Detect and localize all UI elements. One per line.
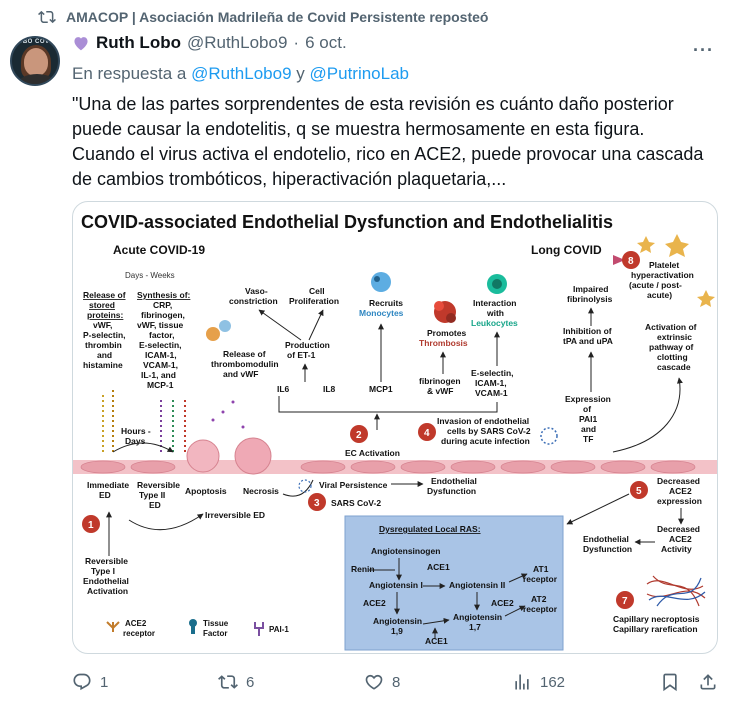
release-line: Release of xyxy=(83,290,126,300)
legend-pai1: PAI-1 xyxy=(269,625,289,634)
fibrinogen-line: fibrinogen xyxy=(419,376,461,386)
viral-persistence-label: Viral Persistence xyxy=(319,480,388,490)
synthesis-line: E-selectin, xyxy=(139,340,182,350)
reversible1-line: Reversible xyxy=(85,556,128,566)
acute-label: Acute COVID-19 xyxy=(113,243,206,257)
tweet-text-line: Cuando el virus activa el endotelio, rico en ACE2, puede provocar una cascada xyxy=(72,144,704,164)
ace1-top-label: ACE1 xyxy=(427,562,450,572)
ace2-left-label: ACE2 xyxy=(363,598,386,608)
et1-line: of ET-1 xyxy=(287,350,316,360)
release-line: and xyxy=(97,350,113,360)
bookmark-icon xyxy=(660,672,680,692)
release-line: histamine xyxy=(83,360,123,370)
legend-ace2-line: ACE2 xyxy=(125,619,147,628)
decreased-ace2-line: Decreased xyxy=(657,476,701,486)
repost-count: 6 xyxy=(246,673,255,691)
expression-line: Expression xyxy=(565,394,611,404)
svg-text:4: 4 xyxy=(424,428,430,439)
expression-line: of xyxy=(583,404,592,414)
synthesis-line: MCP-1 xyxy=(147,380,174,390)
like-count: 8 xyxy=(392,673,401,691)
reversible2-line: Reversible xyxy=(137,480,180,490)
reversible1-line: Endothelial xyxy=(83,576,129,586)
svg-text:1: 1 xyxy=(88,520,94,531)
svg-text:7: 7 xyxy=(622,596,628,607)
invasion-line: cells by SARS CoV-2 xyxy=(447,426,531,436)
legend-ace2-line: receptor xyxy=(123,629,156,638)
reply-handle-2[interactable]: @PutrinoLab xyxy=(309,64,410,83)
leukocytes-label: Leukocytes xyxy=(471,318,518,328)
immediate-line: ED xyxy=(99,490,111,500)
repost-indicator[interactable] xyxy=(38,8,488,26)
tweet-header xyxy=(72,33,347,53)
ang19-line: Angiotensin xyxy=(373,616,423,626)
expression-line: and xyxy=(581,424,597,434)
days-weeks-label: Days - Weeks xyxy=(125,271,175,280)
il8-label: IL8 xyxy=(323,384,336,394)
capillary-line: Capillary necroptosis xyxy=(613,614,700,624)
tweet-text-line: puede causar la endotelitis, q se muestra hermosamente en esta figura. xyxy=(72,119,645,139)
svg-text:8: 8 xyxy=(628,256,634,267)
reversible2-line: ED xyxy=(149,500,161,510)
platelet-line: Platelet xyxy=(649,260,680,270)
reversible1-line: Activation xyxy=(87,586,129,596)
capillary-line: Capillary rarefication xyxy=(613,624,698,634)
synthesis-line: IL-1, and xyxy=(141,370,176,380)
at1-line: receptor xyxy=(523,574,558,584)
ang17-line: Angiotensin xyxy=(453,612,503,622)
ec-activation-label: EC Activation xyxy=(345,448,400,458)
promotes-label: Promotes xyxy=(427,328,467,338)
synthesis-line: ICAM-1, xyxy=(145,350,177,360)
release-line: proteins: xyxy=(87,310,124,320)
reply-joiner: y xyxy=(296,64,305,83)
svg-text:5: 5 xyxy=(636,486,642,497)
share-button[interactable] xyxy=(698,672,718,692)
activation-line: cascade xyxy=(657,362,691,372)
eselectin-line: E-selectin, xyxy=(471,368,514,378)
angiotensinogen-label: Angiotensinogen xyxy=(371,546,441,556)
impaired-line: Impaired xyxy=(573,284,609,294)
invasion-line: Invasion of endothelial xyxy=(437,416,530,426)
interaction-line: Interaction xyxy=(473,298,517,308)
ang17-line: 1,7 xyxy=(469,622,481,632)
reversible1-line: Type I xyxy=(91,566,115,576)
svg-text:3: 3 xyxy=(314,498,320,509)
synthesis-line: fibrinogen, xyxy=(141,310,185,320)
platelet-line: (acute / post- xyxy=(629,280,682,290)
ace2-mid-label: ACE2 xyxy=(491,598,514,608)
mcp1-label: MCP1 xyxy=(369,384,393,394)
synthesis-line: Synthesis of: xyxy=(137,290,191,300)
ang19-line: 1,9 xyxy=(391,626,403,636)
il6-label: IL6 xyxy=(277,384,290,394)
et1-line: Production xyxy=(285,340,330,350)
activation-line: clotting xyxy=(657,352,688,362)
interaction-line: with xyxy=(487,308,504,318)
ang1-label: Angiotensin I xyxy=(369,580,423,590)
synthesis-line: VCAM-1, xyxy=(143,360,178,370)
thrombomodulin-line: thrombomodulin xyxy=(211,359,279,369)
apoptosis-label: Apoptosis xyxy=(185,486,227,496)
views-count: 162 xyxy=(540,673,566,691)
dot-separator: · xyxy=(293,33,300,52)
ed-line: Dysfunction xyxy=(427,486,477,496)
inhibition-line: Inhibition of xyxy=(563,326,612,336)
repost-label: AMACOP | Asociación Madrileña de Covid Persistente reposteó xyxy=(66,9,489,25)
expression-line: PAI1 xyxy=(579,414,598,424)
recruits-label: Recruits xyxy=(369,298,404,308)
release-line: thrombin xyxy=(85,340,122,350)
inhibition-line: tPA and uPA xyxy=(563,336,613,346)
ed-right-line: Endothelial xyxy=(583,534,629,544)
at2-line: AT2 xyxy=(531,594,547,604)
decreased-activity-line: Activity xyxy=(661,544,692,554)
sars-cov2-label: SARS CoV-2 xyxy=(331,498,382,508)
ace1-bottom-label: ACE1 xyxy=(425,636,448,646)
activation-line: extrinsic xyxy=(657,332,692,342)
renin-label: Renin xyxy=(351,564,375,574)
ed-line: Endothelial xyxy=(431,476,477,486)
heart-icon xyxy=(364,672,384,692)
expression-line: TF xyxy=(583,434,594,444)
decreased-ace2-line: expression xyxy=(657,496,702,506)
impaired-line: fibrinolysis xyxy=(567,294,613,304)
vaso-line: Vaso- xyxy=(245,286,268,296)
eselectin-line: ICAM-1, xyxy=(475,378,507,388)
views-icon xyxy=(512,672,532,692)
more-options-icon[interactable]: ··· xyxy=(693,40,714,60)
vaso-line: constriction xyxy=(229,296,278,306)
like-button[interactable] xyxy=(364,672,400,692)
reply-handle-1[interactable]: @RuthLobo9 xyxy=(191,64,292,83)
repost-icon xyxy=(38,8,56,26)
tweet-media-image[interactable] xyxy=(72,201,718,654)
replying-to xyxy=(72,64,409,84)
reply-icon xyxy=(72,672,92,692)
long-covid-label: Long COVID xyxy=(531,243,602,257)
svg-text:2: 2 xyxy=(356,430,362,441)
ang2-label: Angiotensin II xyxy=(449,580,506,590)
legend-tf-line: Factor xyxy=(203,629,228,638)
ed-right-line: Dysfunction xyxy=(583,544,633,554)
reply-count: 1 xyxy=(100,673,109,691)
tweet-date[interactable]: 6 oct. xyxy=(305,33,347,52)
author-handle[interactable]: @RuthLobo9 xyxy=(186,33,288,52)
tweet-actions xyxy=(72,672,722,696)
avatar[interactable] xyxy=(10,36,60,86)
activation-line: Activation of xyxy=(645,322,697,332)
release-line: vWF, xyxy=(93,320,113,330)
repost-icon xyxy=(218,672,238,692)
fibrinogen-line: & vWF xyxy=(427,386,454,396)
ras-title: Dysregulated Local RAS: xyxy=(379,524,481,534)
replying-prefix: En respuesta a xyxy=(72,64,187,83)
cell-prolif-line: Proliferation xyxy=(289,296,340,306)
synthesis-line: factor, xyxy=(149,330,175,340)
monocytes-label: Monocytes xyxy=(359,308,404,318)
release-line: stored xyxy=(89,300,115,310)
necrosis-label: Necrosis xyxy=(243,486,279,496)
release-line: P-selectin, xyxy=(83,330,126,340)
legend-tf-line: Tissue xyxy=(203,619,229,628)
immediate-line: Immediate xyxy=(87,480,130,490)
activation-line: pathway of xyxy=(649,342,694,352)
share-icon xyxy=(698,672,718,692)
tweet-text-line: "Una de las partes sorprendentes de esta revisión es cuánto daño posterior xyxy=(72,94,674,114)
reversible2-line: Type II xyxy=(139,490,166,500)
author-name[interactable]: Ruth Lobo xyxy=(96,33,181,52)
decreased-activity-line: ACE2 xyxy=(669,534,692,544)
invasion-line: during acute infection xyxy=(441,436,530,446)
repost-button[interactable] xyxy=(218,672,254,692)
tweet-text xyxy=(72,92,722,192)
cell-prolif-line: Cell xyxy=(309,286,325,296)
hours-days-line: Hours - xyxy=(121,426,151,436)
platelet-line: hyperactivation xyxy=(631,270,694,280)
synthesis-line: CRP, xyxy=(153,300,173,310)
thrombosis-label: Thrombosis xyxy=(419,338,468,348)
purple-heart-icon xyxy=(72,35,90,51)
synthesis-line: vWF, tissue xyxy=(137,320,184,330)
avatar-ring-text: LOBO COVID xyxy=(13,39,57,45)
views-button[interactable] xyxy=(512,672,565,692)
reply-button[interactable] xyxy=(72,672,108,692)
at2-line: receptor xyxy=(523,604,558,614)
thrombomodulin-line: Release of xyxy=(223,349,266,359)
at1-line: AT1 xyxy=(533,564,549,574)
irreversible-label: Irreversible ED xyxy=(205,510,266,520)
tweet-text-line: de cambios trombóticos, hiperactivación plaquetaria,... xyxy=(72,169,507,189)
hours-days-line: Days xyxy=(125,436,146,446)
thrombomodulin-line: and vWF xyxy=(223,369,259,379)
decreased-activity-line: Decreased xyxy=(657,524,701,534)
figure-title: COVID-associated Endothelial Dysfunction and Endothelialitis xyxy=(81,212,614,232)
eselectin-line: VCAM-1 xyxy=(475,388,508,398)
decreased-ace2-line: ACE2 xyxy=(669,486,692,496)
platelet-line: acute) xyxy=(647,290,673,300)
bookmark-button[interactable] xyxy=(660,672,680,692)
